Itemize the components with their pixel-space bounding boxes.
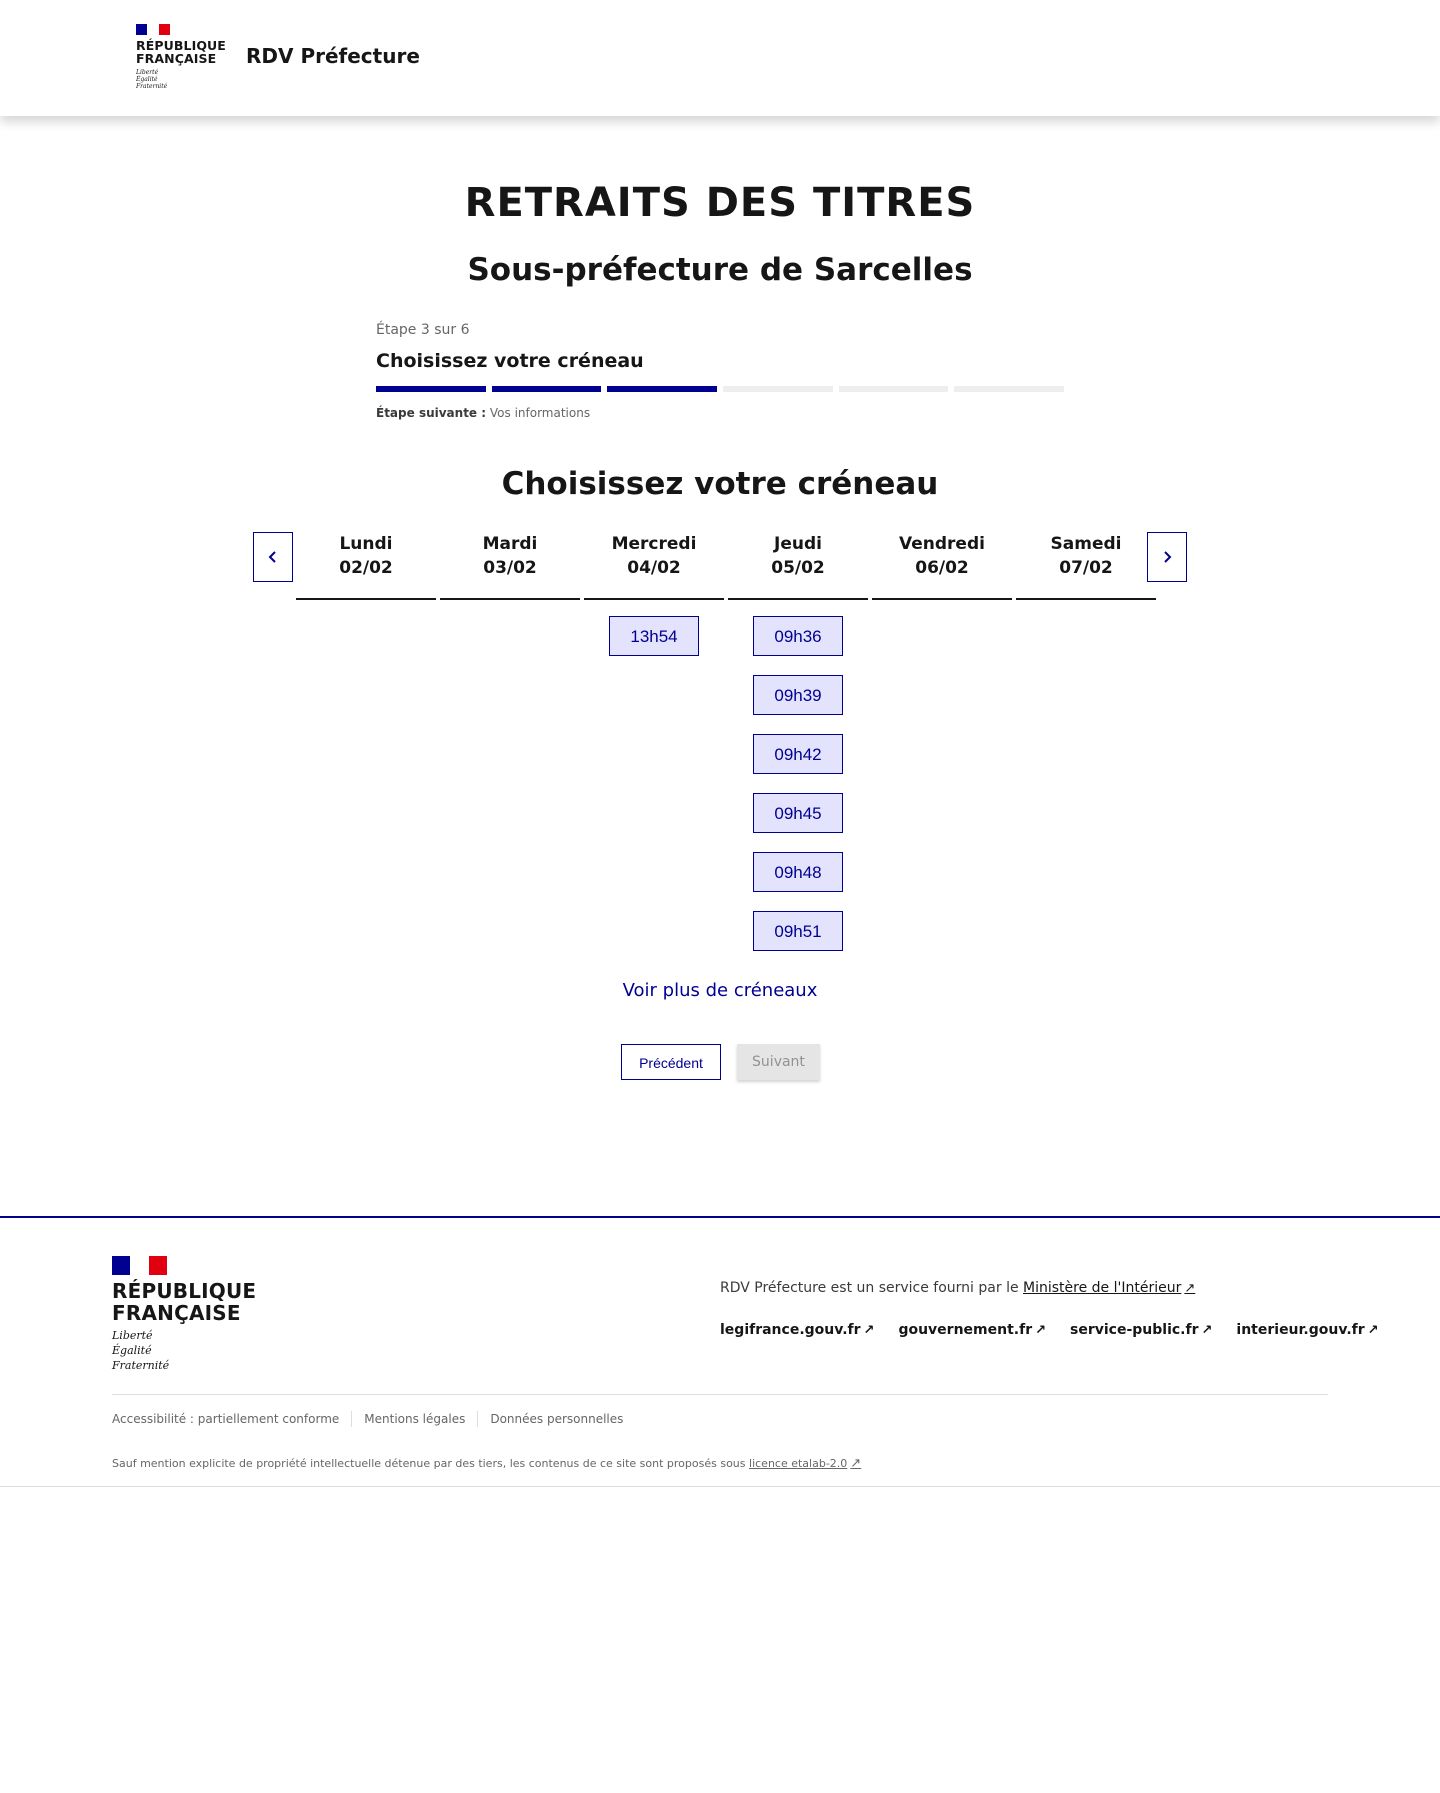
step-bar	[723, 386, 833, 392]
step-bar	[607, 386, 717, 392]
footer-republique-francaise-wordmark: RÉPUBLIQUE FRANÇAISE	[112, 1279, 257, 1325]
step-next	[376, 406, 1064, 420]
site-footer	[0, 1216, 1440, 1487]
service-title[interactable]: RDV Préfecture	[246, 44, 420, 68]
day-column	[872, 532, 1012, 600]
external-link-icon: ↗	[850, 1456, 862, 1471]
footer-bottom-links	[112, 1411, 623, 1427]
day-column	[584, 532, 724, 656]
step-next-label: Étape suivante :	[376, 406, 487, 420]
day-column	[1016, 532, 1156, 600]
page-subtitle: Sous-préfecture de Sarcelles	[467, 252, 973, 288]
day-date: 06/02	[915, 558, 969, 578]
day-column	[728, 532, 868, 951]
footer-partner-link[interactable]: service-public.fr ↗	[1070, 1322, 1213, 1338]
link-separator	[477, 1411, 478, 1427]
day-name: Jeudi	[774, 534, 822, 554]
step-bar	[376, 386, 486, 392]
day-date: 02/02	[339, 558, 393, 578]
day-name: Mercredi	[611, 534, 697, 554]
time-slot-button[interactable]: 13h54	[609, 616, 699, 656]
day-column	[440, 532, 580, 600]
external-link-icon: ↗	[1367, 1323, 1379, 1338]
day-date: 04/02	[627, 558, 681, 578]
step-bar	[492, 386, 602, 392]
republique-francaise-wordmark: RÉPUBLIQUE FRANÇAISE	[136, 38, 226, 66]
time-slot-button[interactable]: 09h45	[753, 793, 843, 833]
slots-title: Choisissez votre créneau	[501, 466, 939, 502]
time-slot-button[interactable]: 09h51	[753, 911, 843, 951]
republique-francaise-logo[interactable]	[136, 24, 226, 90]
republic-motto: Liberté Égalité Fraternité	[136, 69, 168, 90]
day-column	[296, 532, 436, 600]
footer-partner-links	[720, 1322, 1379, 1338]
next-step-button: Suivant	[737, 1044, 820, 1080]
time-slot-button[interactable]: 09h36	[753, 616, 843, 656]
external-link-icon: ↗	[1184, 1281, 1196, 1296]
external-link-icon: ↗	[863, 1323, 875, 1338]
step-progress-bars	[376, 386, 1064, 392]
ministere-interieur-link[interactable]: Ministère de l'Intérieur ↗	[1023, 1280, 1196, 1296]
footer-partner-link[interactable]: gouvernement.fr ↗	[898, 1322, 1047, 1338]
footer-bottom-link[interactable]: Accessibilité : partiellement conforme	[112, 1412, 340, 1426]
more-slots-link[interactable]: Voir plus de créneaux	[622, 980, 818, 1001]
footer-description-text: RDV Préfecture est un service fourni par le	[720, 1280, 1019, 1296]
external-link-icon: ↗	[1201, 1323, 1213, 1338]
step-title: Choisissez votre créneau	[376, 350, 644, 372]
day-date: 07/02	[1059, 558, 1113, 578]
footer-description	[720, 1280, 1195, 1296]
footer-license	[112, 1456, 861, 1471]
french-flag-icon	[112, 1256, 167, 1275]
site-header	[0, 0, 1440, 116]
day-header	[872, 532, 1012, 600]
day-name: Samedi	[1050, 534, 1122, 554]
footer-bottom-link[interactable]: Mentions légales	[364, 1412, 466, 1426]
footer-divider	[112, 1394, 1328, 1395]
day-name: Mardi	[482, 534, 538, 554]
page-title: RETRAITS DES TITRES	[464, 180, 976, 226]
footer-republic-motto: Liberté Égalité Fraternité	[112, 1329, 170, 1372]
footer-bottom-link[interactable]: Données personnelles	[490, 1412, 624, 1426]
day-name: Lundi	[339, 534, 393, 554]
link-separator	[351, 1411, 352, 1427]
step-bar	[954, 386, 1064, 392]
day-date: 05/02	[771, 558, 825, 578]
time-slot-button[interactable]: 09h42	[753, 734, 843, 774]
license-text: Sauf mention explicite de propriété intellectuelle détenue par des tiers, les contenus de ce site sont proposés sous	[112, 1457, 746, 1470]
day-header	[440, 532, 580, 600]
french-flag-icon	[136, 24, 170, 35]
footer-partner-link[interactable]: interieur.gouv.fr ↗	[1236, 1322, 1379, 1338]
chevron-left-icon	[267, 550, 279, 564]
day-header	[1016, 532, 1156, 600]
day-header	[296, 532, 436, 600]
time-slot-button[interactable]: 09h48	[753, 852, 843, 892]
time-slot-button[interactable]: 09h39	[753, 675, 843, 715]
external-link-icon: ↗	[1035, 1323, 1047, 1338]
day-header	[728, 532, 868, 600]
licence-etalab-link[interactable]: licence etalab-2.0 ↗	[749, 1456, 862, 1471]
step-state: Étape 3 sur 6	[376, 322, 470, 338]
stepper	[376, 322, 1064, 420]
day-name: Vendredi	[899, 534, 985, 554]
footer-republique-francaise-logo[interactable]	[112, 1256, 272, 1373]
footer-partner-link[interactable]: legifrance.gouv.fr ↗	[720, 1322, 875, 1338]
day-header	[584, 532, 724, 600]
previous-step-button[interactable]: Précédent	[621, 1044, 721, 1080]
step-next-value: Vos informations	[489, 406, 591, 420]
step-bar	[839, 386, 949, 392]
previous-week-button[interactable]	[253, 532, 293, 582]
chevron-right-icon	[1161, 550, 1173, 564]
day-date: 03/02	[483, 558, 537, 578]
